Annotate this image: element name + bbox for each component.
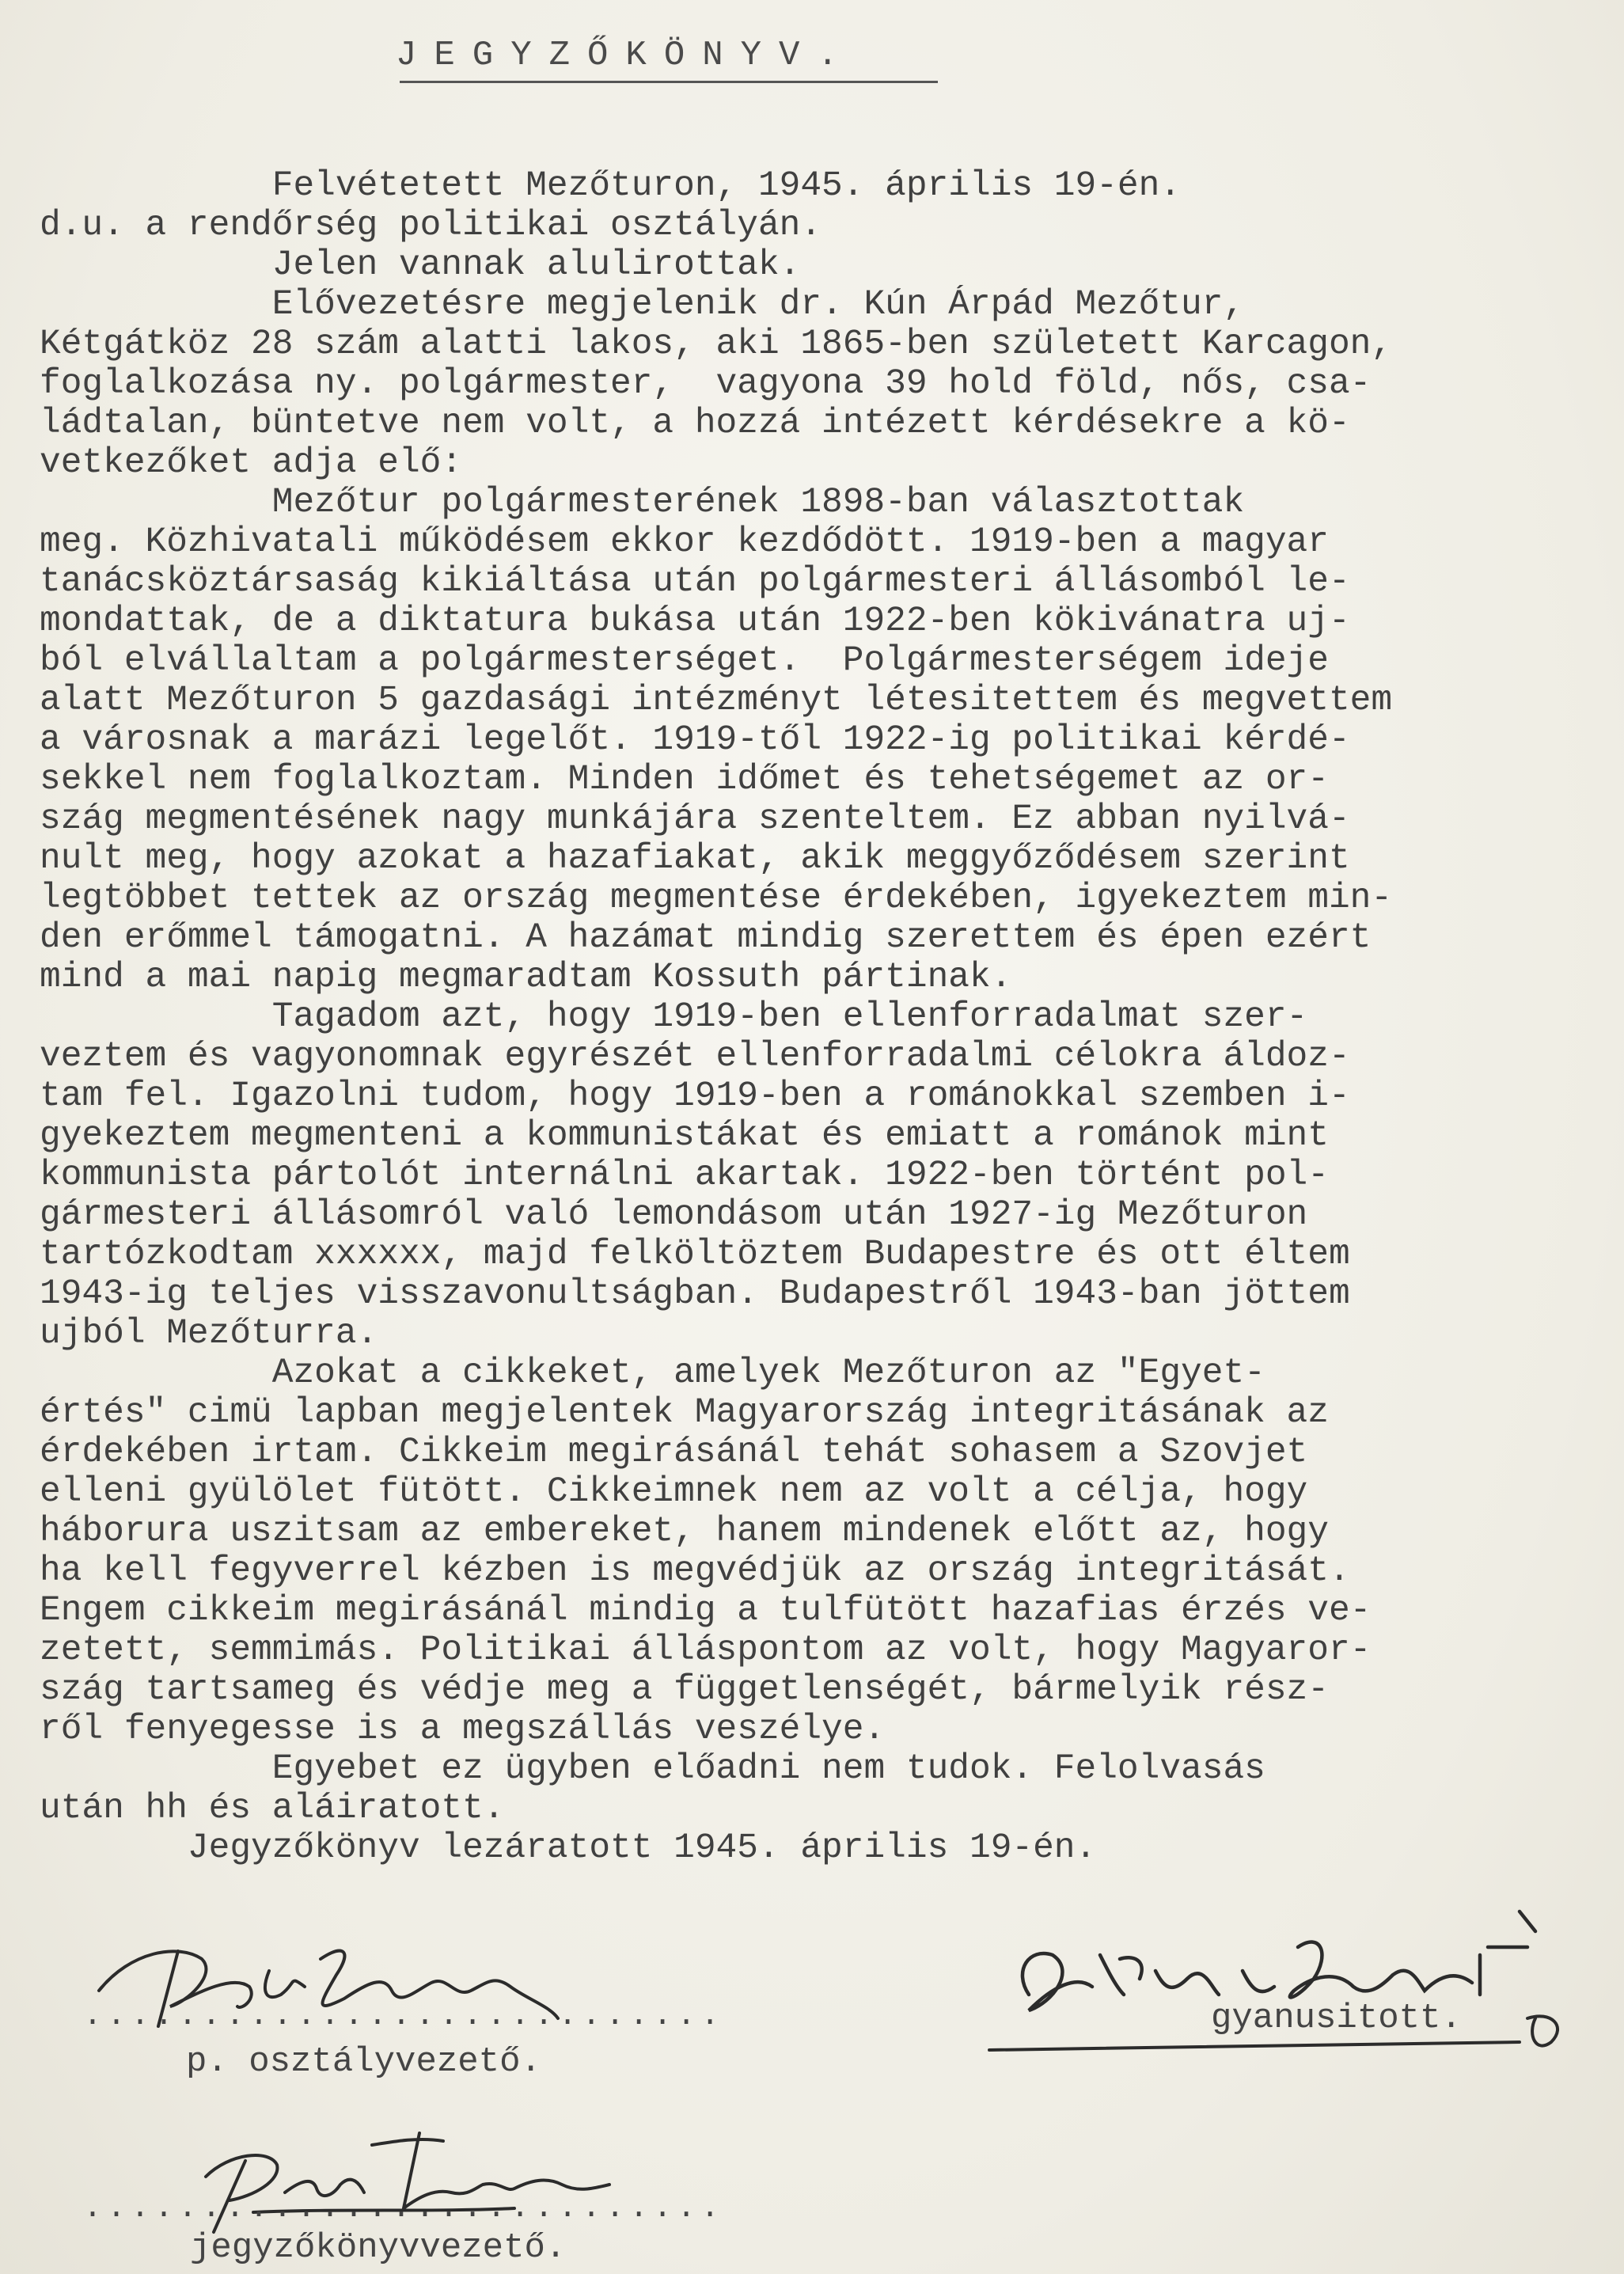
body-line: Elővezetésre megjelenik dr. Kún Árpád Mezőtur,	[40, 285, 1245, 325]
body-line: ládtalan, büntetve nem volt, a hozzá intézett kérdésekre a kö-	[40, 404, 1350, 443]
body-line: ről fenyegesse is a megszállás veszélye.	[40, 1710, 886, 1749]
caption-gyanusitott: gyanusitott.	[1211, 1999, 1462, 2038]
body-line: d.u. a rendőrség politikai osztályán.	[40, 206, 822, 245]
body-line: foglalkozása ny. polgármester, vagyona 39 hold föld, nős, csa-	[40, 364, 1372, 404]
document-body	[40, 166, 1591, 1868]
body-line: meg. Közhivatali működésem ekkor kezdődött. 1919-ben a magyar	[40, 522, 1329, 562]
body-line: mind a mai napig megmaradtam Kossuth pártinak.	[40, 958, 1012, 997]
body-line: zetett, semmimás. Politikai álláspontom az volt, hogy Magyaror-	[40, 1631, 1372, 1670]
body-line: ból elvállaltam a polgármesterséget. Polgármesterségem ideje	[40, 641, 1329, 681]
body-line: kommunista pártolót internálni akartak. 1922-ben történt pol-	[40, 1156, 1329, 1195]
body-line: gyekeztem megmenteni a kommunistákat és emiatt a románok mint	[40, 1116, 1329, 1156]
body-line: a városnak a marázi legelőt. 1919-től 1922-ig politikai kérdé-	[40, 720, 1350, 760]
body-line: szág tartsameg és védje meg a függetlenségét, bármelyik rész-	[40, 1670, 1329, 1710]
body-line: sekkel nem foglalkoztam. Minden időmet és tehetségemet az or-	[40, 760, 1329, 799]
body-line: elleni gyülölet fütött. Cikkeimnek nem az volt a célja, hogy	[40, 1472, 1308, 1512]
body-line: Jelen vannak alulirottak.	[40, 245, 801, 285]
body-line: Jegyzőkönyv lezáratott 1945. április 19-én.	[40, 1828, 1097, 1868]
body-line: tartózkodtam xxxxxx, majd felköltöztem Budapestre és ott éltem	[40, 1235, 1350, 1274]
body-line: Kétgátköz 28 szám alatti lakos, aki 1865-ben született Karcagon,	[40, 325, 1393, 364]
signature-caption-left-top	[186, 2042, 541, 2082]
body-line: Engem cikkeim megirásánál mindig a tulfütött hazafias érzés ve-	[40, 1591, 1372, 1631]
signature-caption-right	[1211, 1999, 1462, 2038]
body-line: nult meg, hogy azokat a hazafiakat, akik meggyőződésem szerint	[40, 839, 1350, 879]
body-line: Azokat a cikkeket, amelyek Mezőturon az "Egyet-	[40, 1353, 1265, 1393]
body-line: gármesteri állásomról való lemondásom után 1927-ig Mezőturon	[40, 1195, 1308, 1235]
body-line: ujból Mezőturra.	[40, 1314, 378, 1353]
signature-block-left-bottom	[83, 2191, 724, 2227]
signature-dotted-line: ...........................	[83, 2191, 725, 2227]
body-line: Mezőtur polgármesterének 1898-ban választottak	[40, 483, 1245, 522]
body-line: Tagadom azt, hogy 1919-ben ellenforradalmat szer-	[40, 997, 1308, 1037]
body-line: Egyebet ez ügyben előadni nem tudok. Felolvasás	[40, 1749, 1265, 1789]
signature-dotted-line: ...........................	[83, 1999, 725, 2034]
body-line: alatt Mezőturon 5 gazdasági intézményt létesitettem és megvettem	[40, 681, 1393, 720]
title-underline	[400, 81, 938, 83]
body-line: tanácsköztársaság kikiáltása után polgármesteri állásomból le-	[40, 562, 1350, 602]
body-line: 1943-ig teljes visszavonultságban. Budapestről 1943-ban jöttem	[40, 1274, 1350, 1314]
body-line: szág megmentésének nagy munkájára szenteltem. Ez abban nyilvá-	[40, 799, 1350, 839]
body-line: Felvétetett Mezőturon, 1945. április 19-én.	[40, 166, 1182, 206]
caption-osztalyvezeto: p. osztályvezető.	[186, 2042, 541, 2082]
signature-caption-left-bottom	[190, 2228, 566, 2268]
body-line: veztem és vagyonomnak egyrészét ellenforradalmi célokra áldoz-	[40, 1037, 1350, 1076]
body-line: tam fel. Igazolni tudom, hogy 1919-ben a románokkal szemben i-	[40, 1076, 1350, 1116]
body-line: értés" cimü lapban megjelentek Magyarország integritásának az	[40, 1393, 1329, 1433]
body-line: érdekében irtam. Cikkeim megirásánál tehát sohasem a Szovjet	[40, 1433, 1308, 1472]
signature-block-left-top	[83, 1999, 724, 2034]
body-line: háborura uszitsam az embereket, hanem mindenek előtt az, hogy	[40, 1512, 1329, 1551]
body-line: ha kell fegyverrel kézben is megvédjük az ország integritását.	[40, 1551, 1350, 1591]
body-line: den erőmmel támogatni. A hazámat mindig szerettem és épen ezért	[40, 918, 1372, 958]
caption-jegyzokonyvvezeto: jegyzőkönyvvezető.	[190, 2228, 567, 2268]
body-line: mondattak, de a diktatura bukása után 1922-ben kökivánatra uj-	[40, 602, 1350, 641]
body-line: után hh és aláiratott.	[40, 1789, 505, 1828]
body-line: vetkezőket adja elő:	[40, 443, 463, 483]
document-title: JEGYZŐKÖNYV.	[396, 36, 856, 75]
body-line: legtöbbet tettek az ország megmentése érdekében, igyekeztem min-	[40, 879, 1393, 918]
